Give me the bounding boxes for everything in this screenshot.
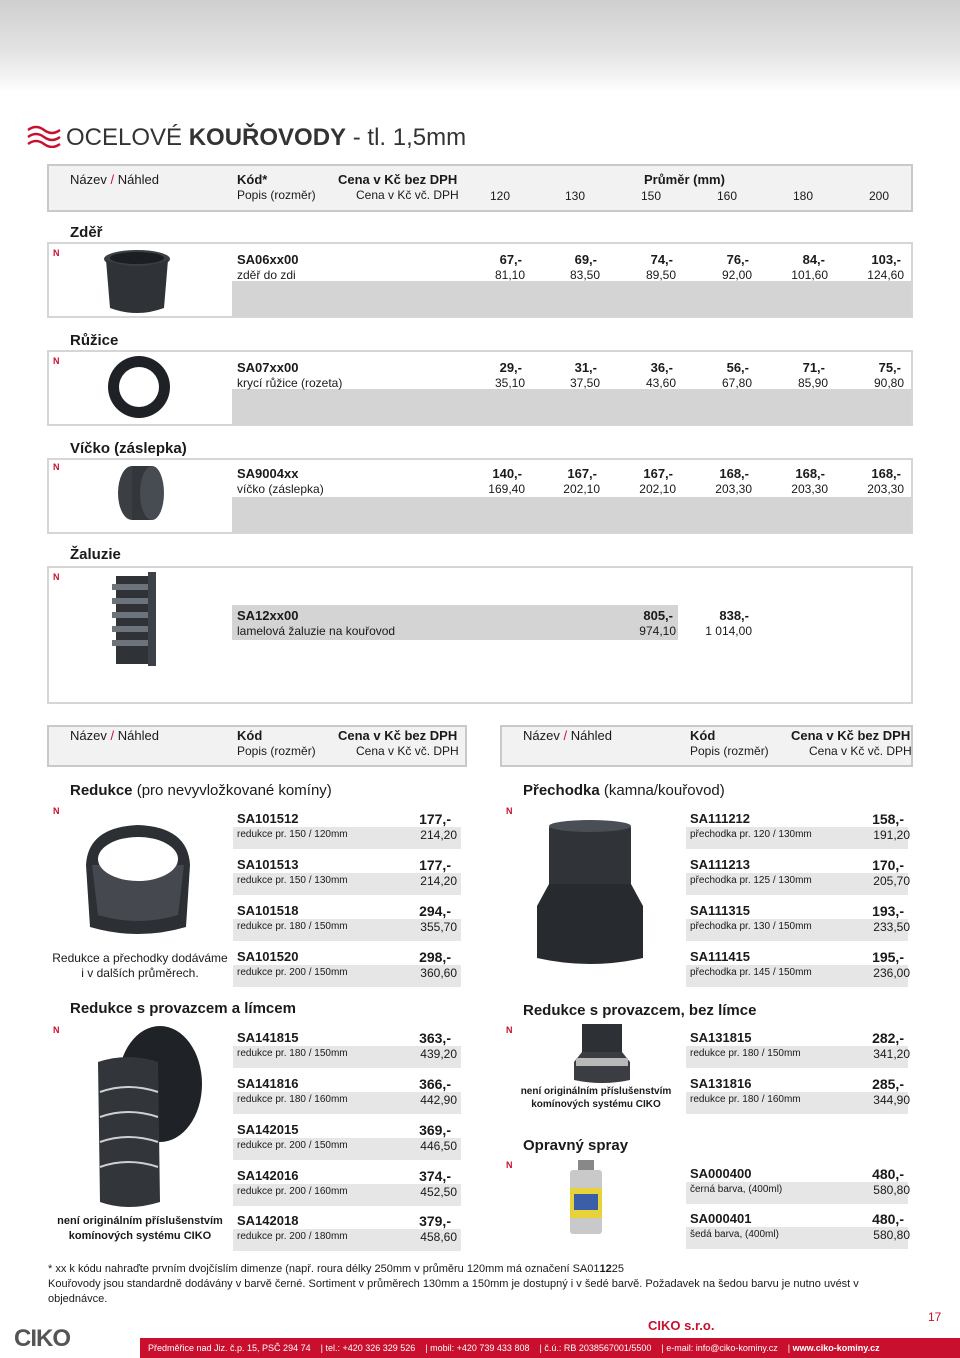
footer-email[interactable]: e-mail: info@ciko-kominy.cz [666, 1343, 778, 1353]
price-inc-vat: 355,70 [420, 920, 457, 934]
price-ex-vat: 294,- [419, 903, 451, 919]
price-inc-vat: 439,20 [420, 1047, 457, 1061]
header-price-inc: Cena v Kč vč. DPH [356, 188, 459, 202]
price-inc-vat: 344,90 [873, 1093, 910, 1107]
price-inc-vat: 90,80 [873, 376, 904, 390]
footer-contact-bar: Předměřice nad Jiz. č.p. 15, PSČ 294 74 | tel.: +420 326 329 526 | mobil: +420 739 433 808 | č.ú.: RB 2038567001/5500 | e-mail: info@ciko-kominy.cz | www.ciko-kominy.cz [140, 1338, 960, 1358]
footer-ids: č.ú.: RB 2038567001/5500 [544, 1343, 652, 1353]
product-desc: redukce pr. 180 / 160mm [237, 1094, 348, 1105]
new-mark: N [53, 356, 60, 366]
footer-mobil: mobil: +420 739 433 808 [430, 1343, 530, 1353]
price-ex-vat: 140,- [492, 466, 522, 481]
footer-tel: tel.: +420 326 329 526 [325, 1343, 416, 1353]
product-desc: redukce pr. 180 / 150mm [237, 921, 348, 932]
price-inc-vat: 360,60 [420, 966, 457, 980]
product-code: SA101513 [237, 857, 299, 872]
price-inc-vat: 202,10 [639, 482, 676, 496]
price-ex-vat: 363,- [419, 1030, 451, 1046]
price-inc-vat: 341,20 [873, 1047, 910, 1061]
price-ex-vat: 158,- [872, 811, 904, 827]
product-desc: přechodka pr. 120 / 130mm [690, 829, 812, 840]
product-code: SA111212 [690, 811, 751, 826]
price-inc-vat: 442,90 [420, 1093, 457, 1107]
new-mark: N [53, 1025, 60, 1035]
header-name: Název / Náhled [70, 172, 159, 187]
price-inc-vat: 580,80 [873, 1183, 910, 1197]
group-title-redukce-limec: Redukce s provazcem a límcem [70, 1000, 296, 1017]
footer-address: Předměřice nad Jiz. č.p. 15, PSČ 294 74 [148, 1343, 311, 1353]
section-title-zaluzie: Žaluzie [70, 546, 121, 563]
price-ex-vat: 177,- [419, 811, 451, 827]
price-inc-vat: 85,90 [797, 376, 828, 390]
price-inc-vat: 43,60 [645, 376, 676, 390]
price-inc-vat: 67,80 [721, 376, 752, 390]
price-inc-vat: 458,60 [420, 1230, 457, 1244]
product-desc: redukce pr. 200 / 160mm [237, 1186, 348, 1197]
price-inc-vat: 37,50 [569, 376, 600, 390]
header2-name-right: Název / Náhled [523, 728, 612, 743]
price-ex-vat: 805,- [643, 608, 673, 623]
product-desc: přechodka pr. 145 / 150mm [690, 967, 812, 978]
price-ex-vat: 167,- [643, 466, 673, 481]
product-desc: redukce pr. 200 / 180mm [237, 1231, 348, 1242]
price-inc-vat: 452,50 [420, 1185, 457, 1199]
new-mark: N [53, 248, 60, 258]
price-ex-vat: 168,- [795, 466, 825, 481]
header-code: Kód* [237, 172, 268, 187]
price-ex-vat: 168,- [719, 466, 749, 481]
price-ex-vat: 71,- [802, 360, 825, 375]
product-code: SA131815 [690, 1030, 752, 1045]
new-mark: N [506, 1025, 513, 1035]
price-ex-vat: 285,- [872, 1076, 904, 1092]
price-ex-vat: 195,- [872, 949, 904, 965]
product-desc: redukce pr. 180 / 150mm [690, 1048, 801, 1059]
redukce-limec-product-image [88, 1022, 206, 1212]
price-ex-vat: 75,- [878, 360, 901, 375]
table-header [47, 164, 913, 212]
footnote: * xx k kódu nahraďte prvním dvojčíslím dimenze (např. roura délky 250mm v průměru 120mm má označení SA011225 Kouřovody jsou standardně dodávány v barvě černé. Sortiment v průměrech 130mm a 150mm je dostupný i v šedé barvě. Požadavek na šedou barvu je nutno uvést v objednávce. [48, 1263, 859, 1305]
diameter-200: 200 [868, 189, 890, 203]
price-ex-vat: 177,- [419, 857, 451, 873]
price-inc-vat: 203,30 [791, 482, 828, 496]
price-ex-vat: 838,- [719, 608, 749, 623]
product-code: SA142015 [237, 1122, 299, 1137]
product-code: SA07xx00 [237, 360, 299, 375]
spray-can-product-image [566, 1160, 606, 1236]
header2-price-ex-right: Cena v Kč bez DPH [791, 728, 911, 743]
diameter-180: 180 [792, 189, 814, 203]
price-ex-vat: 480,- [872, 1211, 904, 1227]
product-code: SA111415 [690, 949, 751, 964]
header2-price-ex-left: Cena v Kč bez DPH [338, 728, 458, 743]
heat-waves-icon [26, 124, 62, 148]
product-code: SA141815 [237, 1030, 299, 1045]
price-inc-vat: 203,30 [867, 482, 904, 496]
product-code: SA101512 [237, 811, 299, 826]
price-ex-vat: 31,- [574, 360, 597, 375]
product-code: SA111213 [690, 857, 751, 872]
header2-price-inc-left: Cena v Kč vč. DPH [356, 744, 459, 758]
price-ex-vat: 36,- [650, 360, 673, 375]
footer-logo: CIKO [14, 1325, 70, 1352]
header2-code-right: Kód [690, 728, 716, 743]
price-inc-vat: 203,30 [715, 482, 752, 496]
redukce-bez-limce-product-image [570, 1022, 634, 1084]
product-desc: přechodka pr. 125 / 130mm [690, 875, 812, 886]
section-title-ruzice: Růžice [70, 332, 119, 349]
new-mark: N [53, 572, 60, 582]
footer-web[interactable]: www.ciko-kominy.cz [792, 1343, 880, 1353]
product-desc: redukce pr. 180 / 160mm [690, 1094, 801, 1105]
header-price-ex: Cena v Kč bez DPH [338, 172, 458, 187]
product-code: SA000400 [690, 1166, 752, 1181]
product-desc: redukce pr. 150 / 120mm [237, 829, 348, 840]
price-inc-vat: 236,00 [873, 966, 910, 980]
product-desc: redukce pr. 200 / 150mm [237, 967, 348, 978]
price-ex-vat: 67,- [499, 252, 522, 267]
price-ex-vat: 366,- [419, 1076, 451, 1092]
price-inc-vat: 169,40 [488, 482, 525, 496]
group-title-spray: Opravný spray [523, 1137, 629, 1154]
price-ex-vat: 298,- [419, 949, 451, 965]
redukce-note: Redukce a přechodky dodáváme i v dalších průměrech. [52, 951, 228, 980]
product-code: SA142016 [237, 1168, 299, 1183]
price-ex-vat: 193,- [872, 903, 904, 919]
price-inc-vat: 191,20 [873, 828, 910, 842]
section-title-vicko: Víčko (záslepka) [70, 440, 187, 457]
group-title-prechodka: Přechodka (kamna/kouřovod) [523, 782, 725, 799]
product-desc: šedá barva, (400ml) [690, 1229, 779, 1240]
price-inc-vat: 202,10 [563, 482, 600, 496]
price-ex-vat: 76,- [726, 252, 749, 267]
ruzice-product-image [106, 354, 172, 420]
price-ex-vat: 69,- [574, 252, 597, 267]
diameter-120: 120 [489, 189, 511, 203]
footer-company: CIKO s.r.o. [648, 1318, 715, 1333]
product-desc: redukce pr. 200 / 150mm [237, 1140, 348, 1151]
product-code: SA141816 [237, 1076, 299, 1091]
price-inc-vat: 1 014,00 [705, 624, 752, 638]
price-inc-vat: 214,20 [420, 828, 457, 842]
product-code: SA000401 [690, 1211, 752, 1226]
header-desc: Popis (rozměr) [237, 188, 316, 202]
price-inc-vat: 580,80 [873, 1228, 910, 1242]
product-code: SA142018 [237, 1213, 299, 1228]
product-code: SA101518 [237, 903, 299, 918]
redukce-product-image [78, 815, 198, 940]
header2-name-left: Název / Náhled [70, 728, 159, 743]
new-mark: N [53, 462, 60, 472]
price-ex-vat: 56,- [726, 360, 749, 375]
price-ex-vat: 29,- [499, 360, 522, 375]
price-ex-vat: 282,- [872, 1030, 904, 1046]
product-code: SA131816 [690, 1076, 752, 1091]
diameter-130: 130 [564, 189, 586, 203]
header2-desc-right: Popis (rozměr) [690, 744, 769, 758]
price-inc-vat: 233,50 [873, 920, 910, 934]
header2-desc-left: Popis (rozměr) [237, 744, 316, 758]
product-code: SA12xx00 [237, 608, 299, 623]
price-inc-vat: 81,10 [494, 268, 525, 282]
price-inc-vat: 101,60 [791, 268, 828, 282]
product-code: SA06xx00 [237, 252, 299, 267]
price-inc-vat: 214,20 [420, 874, 457, 888]
price-ex-vat: 170,- [872, 857, 904, 873]
new-mark: N [53, 806, 60, 816]
group-title-redukce-bez-limce: Redukce s provazcem, bez límce [523, 1002, 757, 1019]
header2-price-inc-right: Cena v Kč vč. DPH [809, 744, 912, 758]
price-ex-vat: 168,- [871, 466, 901, 481]
price-ex-vat: 480,- [872, 1166, 904, 1182]
price-inc-vat: 124,60 [867, 268, 904, 282]
product-code: SA111315 [690, 903, 751, 918]
redukce-limec-note: není originálním příslušenstvím komínových systému CIKO [57, 1215, 223, 1242]
price-ex-vat: 379,- [419, 1213, 451, 1229]
price-inc-vat: 205,70 [873, 874, 910, 888]
price-ex-vat: 374,- [419, 1168, 451, 1184]
price-ex-vat: 167,- [567, 466, 597, 481]
product-desc: lamelová žaluzie na kouřovod [237, 624, 396, 638]
product-desc: redukce pr. 150 / 130mm [237, 875, 348, 886]
page-number: 17 [928, 1310, 942, 1324]
new-mark: N [506, 1160, 513, 1170]
product-desc: krycí růžice (rozeta) [237, 376, 343, 390]
redukce-bez-limce-note: není originálním příslušenstvím komínových systému CIKO [520, 1086, 672, 1110]
price-inc-vat: 83,50 [569, 268, 600, 282]
new-mark: N [506, 806, 513, 816]
product-desc: zděř do zdi [237, 268, 296, 282]
price-inc-vat: 92,00 [721, 268, 752, 282]
zder-product-image [100, 246, 174, 316]
zaluzie-product-image [108, 570, 160, 668]
product-desc: víčko (záslepka) [237, 482, 324, 496]
header2-code-left: Kód [237, 728, 263, 743]
section-title-zder: Zděř [70, 224, 103, 241]
price-inc-vat: 974,10 [639, 624, 676, 638]
group-title-redukce: Redukce (pro nevyvložkované komíny) [70, 782, 332, 799]
header-diameter: Průměr (mm) [644, 172, 725, 187]
price-ex-vat: 74,- [650, 252, 673, 267]
vicko-product-image [110, 462, 170, 524]
price-inc-vat: 446,50 [420, 1139, 457, 1153]
product-desc: černá barva, (400ml) [690, 1184, 783, 1195]
page-title: OCELOVÉ KOUŘOVODY - tl. 1,5mm [66, 124, 467, 151]
prechodka-product-image [535, 818, 645, 966]
price-inc-vat: 35,10 [494, 376, 525, 390]
price-ex-vat: 369,- [419, 1122, 451, 1138]
diameter-150: 150 [640, 189, 662, 203]
price-inc-vat: 89,50 [645, 268, 676, 282]
product-desc: redukce pr. 180 / 150mm [237, 1048, 348, 1059]
price-ex-vat: 84,- [802, 252, 825, 267]
top-photo-band [0, 0, 960, 92]
product-code: SA101520 [237, 949, 299, 964]
price-ex-vat: 103,- [871, 252, 901, 267]
diameter-160: 160 [716, 189, 738, 203]
product-code: SA9004xx [237, 466, 299, 481]
product-desc: přechodka pr. 130 / 150mm [690, 921, 812, 932]
